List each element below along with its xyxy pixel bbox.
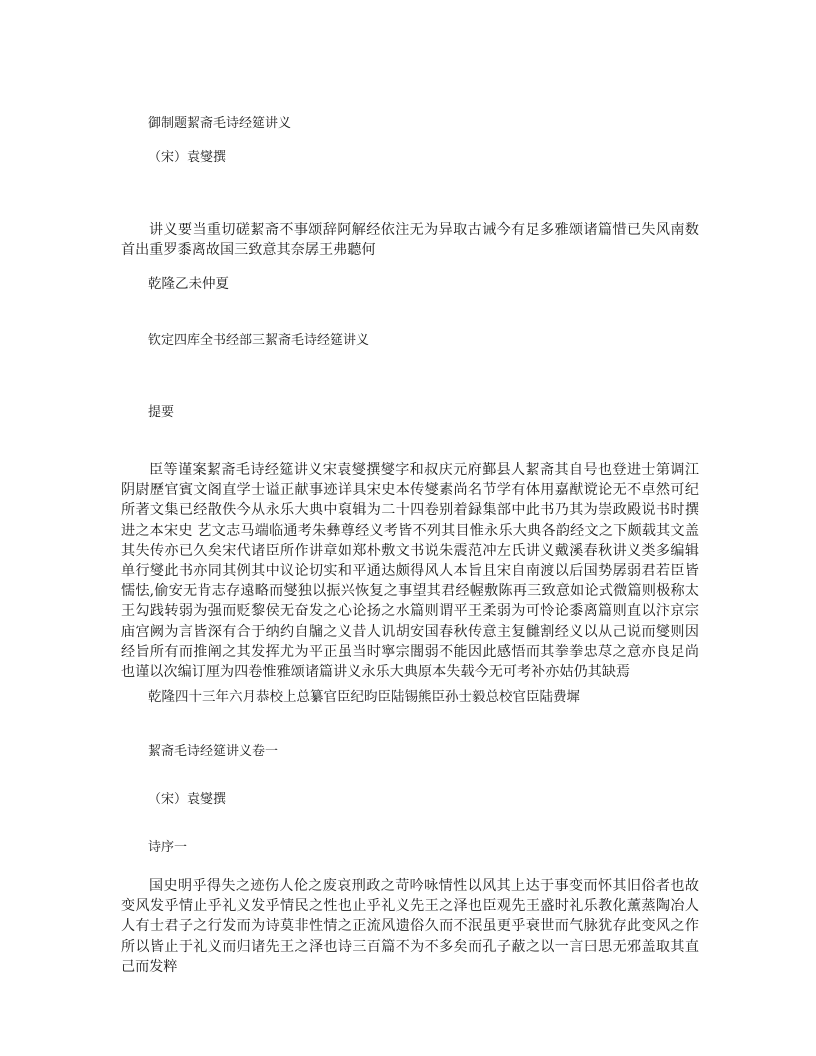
imperial-title: 御制题絜斋毛诗经筵讲义 <box>148 116 292 131</box>
abstract-body: 臣等谨案絜斋毛诗经筵讲义宋袁燮撰燮字和叔庆元府鄞县人絜斋其自号也登进士第调江阴尉歷官賓文阁直学士谥正献事迹详具宋史本传燮素尚名节学有体用嘉猷谠论无不卓然可纪所著文集已经散佚今从永乐大典中裒辑为二十四卷别着録集部中此书乃其为崇政殿说书时撰进之本宋史 艺文志马端临通考朱彝尊经义考皆不列其目惟永乐大典各韵经文之下颇载其文盖其失传亦已久矣宋代诸臣所作讲章如郑朴敷文书说朱震范冲左氏讲义戴溪春秋讲义类多编辑单行燮此书亦同其例其中议论切实和平通达颇得风人本旨且宋自南渡以后国势孱弱君若臣皆懦怯,偷安无肯志存遠略而燮独以振兴恢复之事望其君经幄敷陈再三致意如论式微篇则极称太王勾践转弱为强而贬黎侯无奋发之心论扬之水篇则谓平王柔弱为可怜论黍离篇则直以汴京宗庙宫阙为言皆深有合于纳约自牖之义昔人讥胡安国春秋传意主复雠割经义以从己说而燮则因经旨所有而推阐之其发挥尤为平正虽当时寧宗闇弱不能因此感悟而其拳拳忠荩之意亦良足尚也谨以次编订厘为四卷惟雅颂诸篇讲义永乐大典原本失载今无可考补亦姑仍其缺焉 <box>121 462 699 681</box>
section-heading: 诗序一 <box>148 840 188 855</box>
imperial-poem: 讲义要当重切磋絜斋不事颂辞阿解经依注无为异取古诫今有足多雅颂诸篇惜已失风南数首出重罗黍离故国三致意其奈孱王弗聽何 <box>121 222 699 259</box>
poem-date: 乾隆乙未仲夏 <box>148 276 229 292</box>
volume-author: （宋）袁燮撰 <box>148 792 227 807</box>
siku-title: 钦定四库全书经部三絜斋毛诗经筵讲义 <box>148 333 370 348</box>
author-line: （宋）袁燮撰 <box>148 150 227 165</box>
abstract-signoff: 乾隆四十三年六月恭校上总纂官臣纪昀臣陆锡熊臣孙士毅总校官臣陆费墀 <box>148 689 580 705</box>
volume-title: 絜斋毛诗经筵讲义卷一 <box>148 744 279 759</box>
abstract-heading: 提要 <box>148 405 175 420</box>
section-body: 国史明乎得失之迹伤人伦之废哀刑政之苛吟咏情性以风其上达于事变而怀其旧俗者也故变风发乎情止乎礼义发乎情民之性也止乎礼义先王之泽也臣观先王盛时礼乐教化薰蒸陶冶人人有士君子之行发而为诗莫非性情之正流风遗俗久而不泯虽更乎衰世而气脉犹存此变风之作所以皆止于礼义而归诸先王之泽也诗三百篇不为不多矣而孔子蔽之以一言曰思无邪盖取其直己而发粹 <box>121 878 699 975</box>
